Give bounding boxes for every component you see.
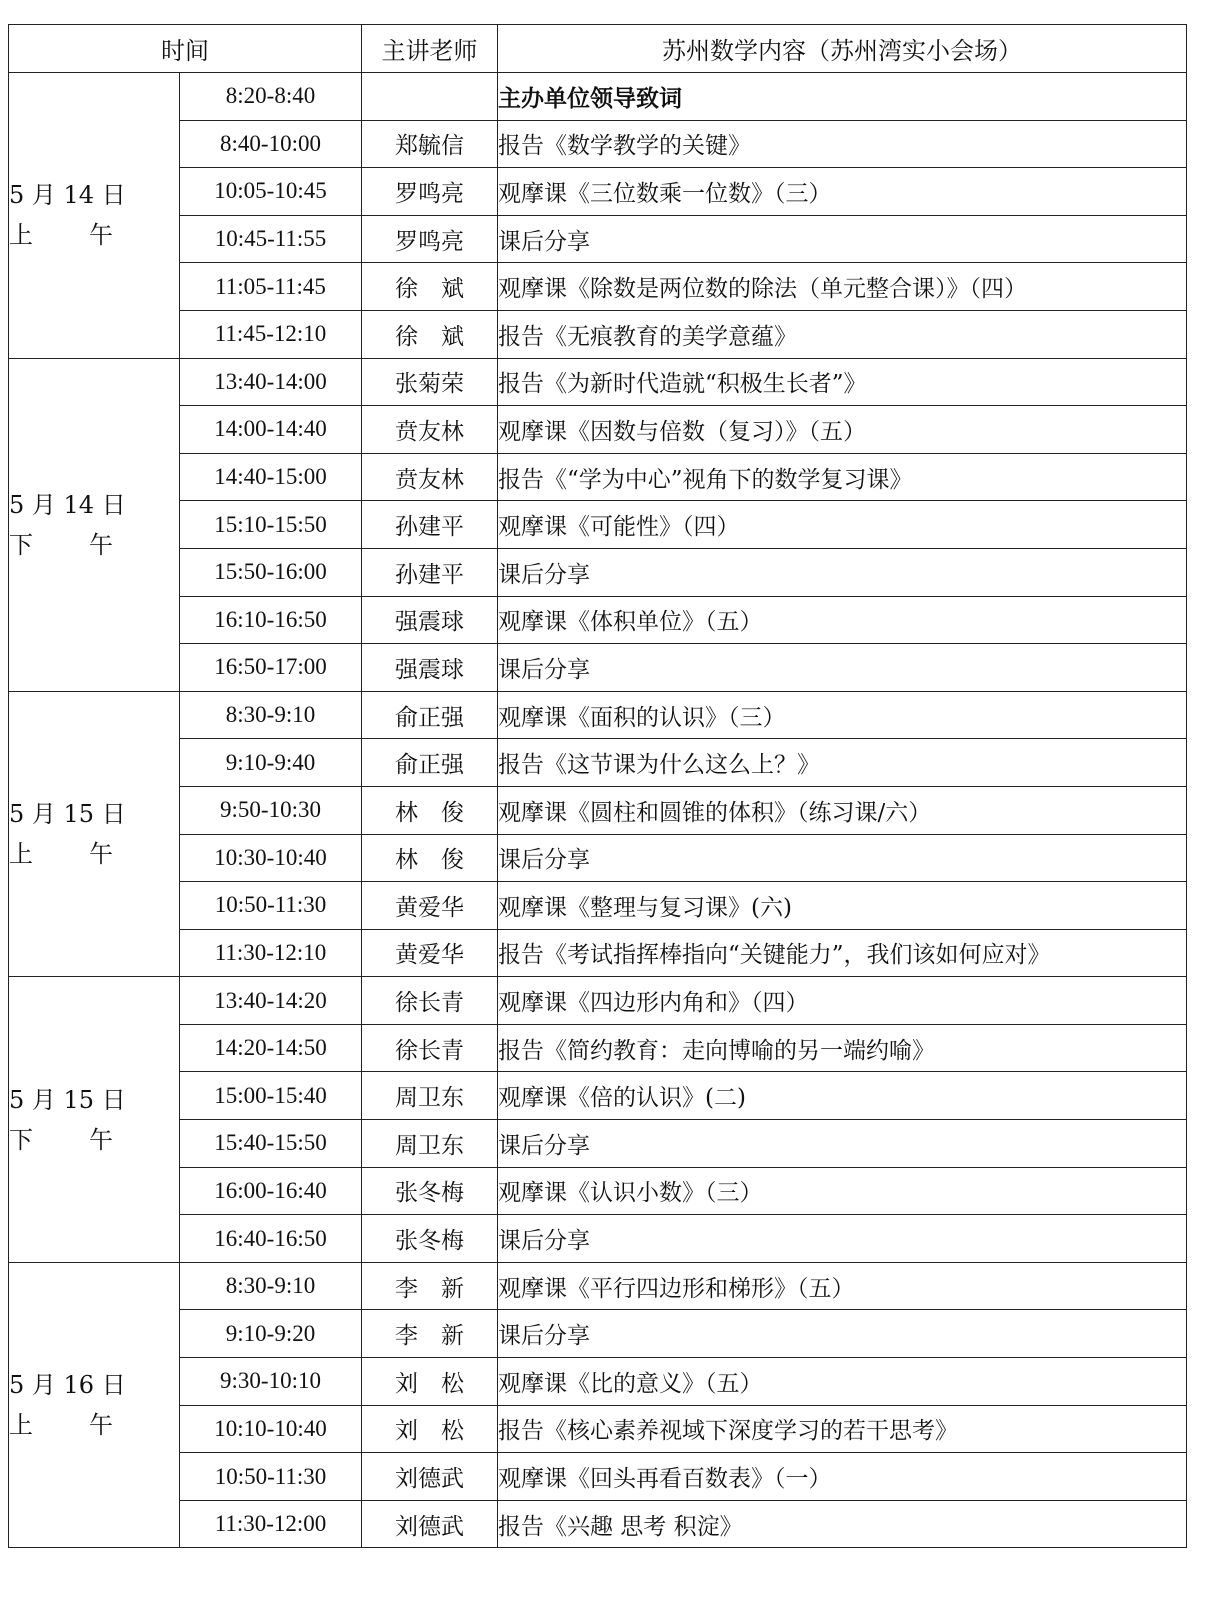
teacher-cell: 周卫东: [362, 1120, 498, 1168]
session-date: [9, 691, 180, 977]
teacher-cell: 黄爱华: [362, 882, 498, 930]
session-period: [9, 215, 113, 255]
content-cell: 报告《数学教学的关键》: [498, 120, 1187, 168]
table-row: [9, 1215, 1187, 1263]
content-cell: 主办单位领导致词: [498, 73, 1187, 121]
table-row: [9, 215, 1187, 263]
session-period-char: 午: [89, 1411, 113, 1440]
table-row: [9, 691, 1187, 739]
content-cell: 报告《兴趣 思考 积淀》: [498, 1500, 1187, 1548]
table-row: [9, 453, 1187, 501]
content-cell: 报告《无痕教育的美学意蕴》: [498, 310, 1187, 358]
session-period: [9, 834, 113, 874]
table-row: [9, 1120, 1187, 1168]
teacher-cell: 孙建平: [362, 548, 498, 596]
time-cell: 14:00-14:40: [180, 406, 362, 454]
content-cell: 课后分享: [498, 644, 1187, 692]
content-cell: 课后分享: [498, 215, 1187, 263]
teacher-cell: 刘德武: [362, 1453, 498, 1501]
table-row: [9, 929, 1187, 977]
teacher-cell: 徐长青: [362, 1024, 498, 1072]
teacher-cell: 刘 松: [362, 1405, 498, 1453]
content-cell: 观摩课《因数与倍数（复习）》（五）: [498, 406, 1187, 454]
time-cell: 8:40-10:00: [180, 120, 362, 168]
table-row: [9, 786, 1187, 834]
session-period-char: 午: [89, 840, 113, 868]
session-period-char: 上: [9, 1411, 33, 1440]
time-cell: 15:00-15:40: [180, 1072, 362, 1120]
time-cell: 9:30-10:10: [180, 1358, 362, 1406]
time-cell: 8:20-8:40: [180, 73, 362, 121]
teacher-cell: 贲友林: [362, 406, 498, 454]
content-cell: 观摩课《三位数乘一位数》（三）: [498, 168, 1187, 216]
table-row: [9, 358, 1187, 406]
teacher-cell: 强震球: [362, 644, 498, 692]
table-row: [9, 548, 1187, 596]
content-cell: 观摩课《圆柱和圆锥的体积》（练习课/六）: [498, 786, 1187, 834]
content-cell: 观摩课《体积单位》（五）: [498, 596, 1187, 644]
time-cell: 16:40-16:50: [180, 1215, 362, 1263]
time-cell: 11:30-12:10: [180, 929, 362, 977]
schedule-table: [8, 24, 1187, 1548]
table-row: [9, 1358, 1187, 1406]
time-cell: 8:30-9:10: [180, 1262, 362, 1310]
teacher-cell: 贲友林: [362, 453, 498, 501]
content-cell: 观摩课《除数是两位数的除法（单元整合课）》（四）: [498, 263, 1187, 311]
header-content: 苏州数学内容（苏州湾实小会场）: [498, 25, 1187, 73]
header-time: 时间: [9, 25, 362, 73]
table-row: [9, 1310, 1187, 1358]
teacher-cell: 徐 斌: [362, 310, 498, 358]
table-row: [9, 263, 1187, 311]
table-row: [9, 977, 1187, 1025]
content-cell: 观摩课《平行四边形和梯形》（五）: [498, 1262, 1187, 1310]
content-cell: 观摩课《回头再看百数表》（一）: [498, 1453, 1187, 1501]
content-cell: 观摩课《认识小数》（三）: [498, 1167, 1187, 1215]
content-cell: 课后分享: [498, 1120, 1187, 1168]
time-cell: 10:50-11:30: [180, 1453, 362, 1501]
table-row: [9, 1405, 1187, 1453]
session-period-char: 上: [9, 221, 33, 250]
table-row: [9, 739, 1187, 787]
teacher-cell: 罗鸣亮: [362, 215, 498, 263]
table-row: [9, 1024, 1187, 1072]
time-cell: 11:45-12:10: [180, 310, 362, 358]
content-cell: 观摩课《整理与复习课》(六): [498, 882, 1187, 930]
teacher-cell: 周卫东: [362, 1072, 498, 1120]
teacher-cell: 郑毓信: [362, 120, 498, 168]
table-row: [9, 501, 1187, 549]
time-cell: 14:20-14:50: [180, 1024, 362, 1072]
content-cell: 观摩课《面积的认识》（三）: [498, 691, 1187, 739]
table-row: [9, 310, 1187, 358]
session-period-char: 午: [89, 221, 113, 250]
teacher-cell: 徐 斌: [362, 263, 498, 311]
time-cell: 11:30-12:00: [180, 1500, 362, 1548]
session-date: [9, 977, 180, 1263]
teacher-cell: 俞正强: [362, 739, 498, 787]
time-cell: 10:30-10:40: [180, 834, 362, 882]
time-cell: 10:50-11:30: [180, 882, 362, 930]
teacher-cell: 李 新: [362, 1310, 498, 1358]
time-cell: 8:30-9:10: [180, 691, 362, 739]
content-cell: 观摩课《四边形内角和》（四）: [498, 977, 1187, 1025]
teacher-cell: 林 俊: [362, 834, 498, 882]
session-date-line: 5 月 15 日: [9, 1085, 126, 1114]
teacher-cell: 刘德武: [362, 1500, 498, 1548]
content-cell: 报告《这节课为什么这么上？》: [498, 739, 1187, 787]
time-cell: 14:40-15:00: [180, 453, 362, 501]
session-date-line: 5 月 15 日: [9, 800, 126, 828]
time-cell: 15:50-16:00: [180, 548, 362, 596]
content-cell: 课后分享: [498, 1215, 1187, 1263]
table-row: [9, 1262, 1187, 1310]
content-cell: 报告《简约教育：走向博喻的另一端约喻》: [498, 1024, 1187, 1072]
content-cell: 报告《核心素养视域下深度学习的若干思考》: [498, 1405, 1187, 1453]
time-cell: 13:40-14:20: [180, 977, 362, 1025]
table-row: [9, 834, 1187, 882]
session-date: [9, 1262, 180, 1548]
session-period-char: 午: [89, 530, 113, 559]
session-date-line: 5 月 14 日: [9, 181, 126, 210]
session-date-line: 5 月 14 日: [9, 490, 126, 519]
time-cell: 15:10-15:50: [180, 501, 362, 549]
table-header: [9, 25, 1187, 73]
session-period-char: 上: [9, 840, 33, 868]
session-period-char: 午: [89, 1125, 113, 1154]
table-row: [9, 120, 1187, 168]
time-cell: 10:05-10:45: [180, 168, 362, 216]
session-period: [9, 1405, 113, 1445]
teacher-cell: 强震球: [362, 596, 498, 644]
content-cell: 课后分享: [498, 548, 1187, 596]
session-period: [9, 525, 113, 565]
time-cell: 13:40-14:00: [180, 358, 362, 406]
table-row: [9, 168, 1187, 216]
teacher-cell: 张菊荣: [362, 358, 498, 406]
table-body: [9, 73, 1187, 1548]
content-cell: 报告《“学为中心”视角下的数学复习课》: [498, 453, 1187, 501]
teacher-cell: 黄爱华: [362, 929, 498, 977]
time-cell: 9:10-9:40: [180, 739, 362, 787]
teacher-cell: 张冬梅: [362, 1215, 498, 1263]
content-cell: 课后分享: [498, 834, 1187, 882]
table-row: [9, 406, 1187, 454]
table-row: [9, 1072, 1187, 1120]
table-row: [9, 596, 1187, 644]
content-cell: 观摩课《可能性》（四）: [498, 501, 1187, 549]
session-date: [9, 73, 180, 359]
content-cell: 报告《为新时代造就“积极生长者”》: [498, 358, 1187, 406]
teacher-cell: 俞正强: [362, 691, 498, 739]
session-date: [9, 358, 180, 691]
time-cell: 15:40-15:50: [180, 1120, 362, 1168]
teacher-cell: 刘 松: [362, 1358, 498, 1406]
session-period: [9, 1120, 113, 1160]
content-cell: 观摩课《比的意义》（五）: [498, 1358, 1187, 1406]
time-cell: 16:10-16:50: [180, 596, 362, 644]
header-teacher: 主讲老师: [362, 25, 498, 73]
content-cell: 课后分享: [498, 1310, 1187, 1358]
table-row: [9, 73, 1187, 121]
time-cell: 10:10-10:40: [180, 1405, 362, 1453]
time-cell: 10:45-11:55: [180, 215, 362, 263]
teacher-cell: 罗鸣亮: [362, 168, 498, 216]
session-period-char: 下: [9, 1125, 33, 1154]
content-cell: 观摩课《倍的认识》(二): [498, 1072, 1187, 1120]
teacher-cell: 李 新: [362, 1262, 498, 1310]
table-row: [9, 1500, 1187, 1548]
table-row: [9, 882, 1187, 930]
session-date-line: 5 月 16 日: [9, 1371, 126, 1400]
time-cell: 16:00-16:40: [180, 1167, 362, 1215]
time-cell: 9:10-9:20: [180, 1310, 362, 1358]
time-cell: 11:05-11:45: [180, 263, 362, 311]
time-cell: 9:50-10:30: [180, 786, 362, 834]
teacher-cell: 张冬梅: [362, 1167, 498, 1215]
teacher-cell: 徐长青: [362, 977, 498, 1025]
table-row: [9, 1453, 1187, 1501]
time-cell: 16:50-17:00: [180, 644, 362, 692]
table-row: [9, 1167, 1187, 1215]
content-cell: 报告《考试指挥棒指向“关键能力”，我们该如何应对》: [498, 929, 1187, 977]
teacher-cell: [362, 73, 498, 121]
session-period-char: 下: [9, 530, 33, 559]
teacher-cell: 孙建平: [362, 501, 498, 549]
teacher-cell: 林 俊: [362, 786, 498, 834]
table-row: [9, 644, 1187, 692]
